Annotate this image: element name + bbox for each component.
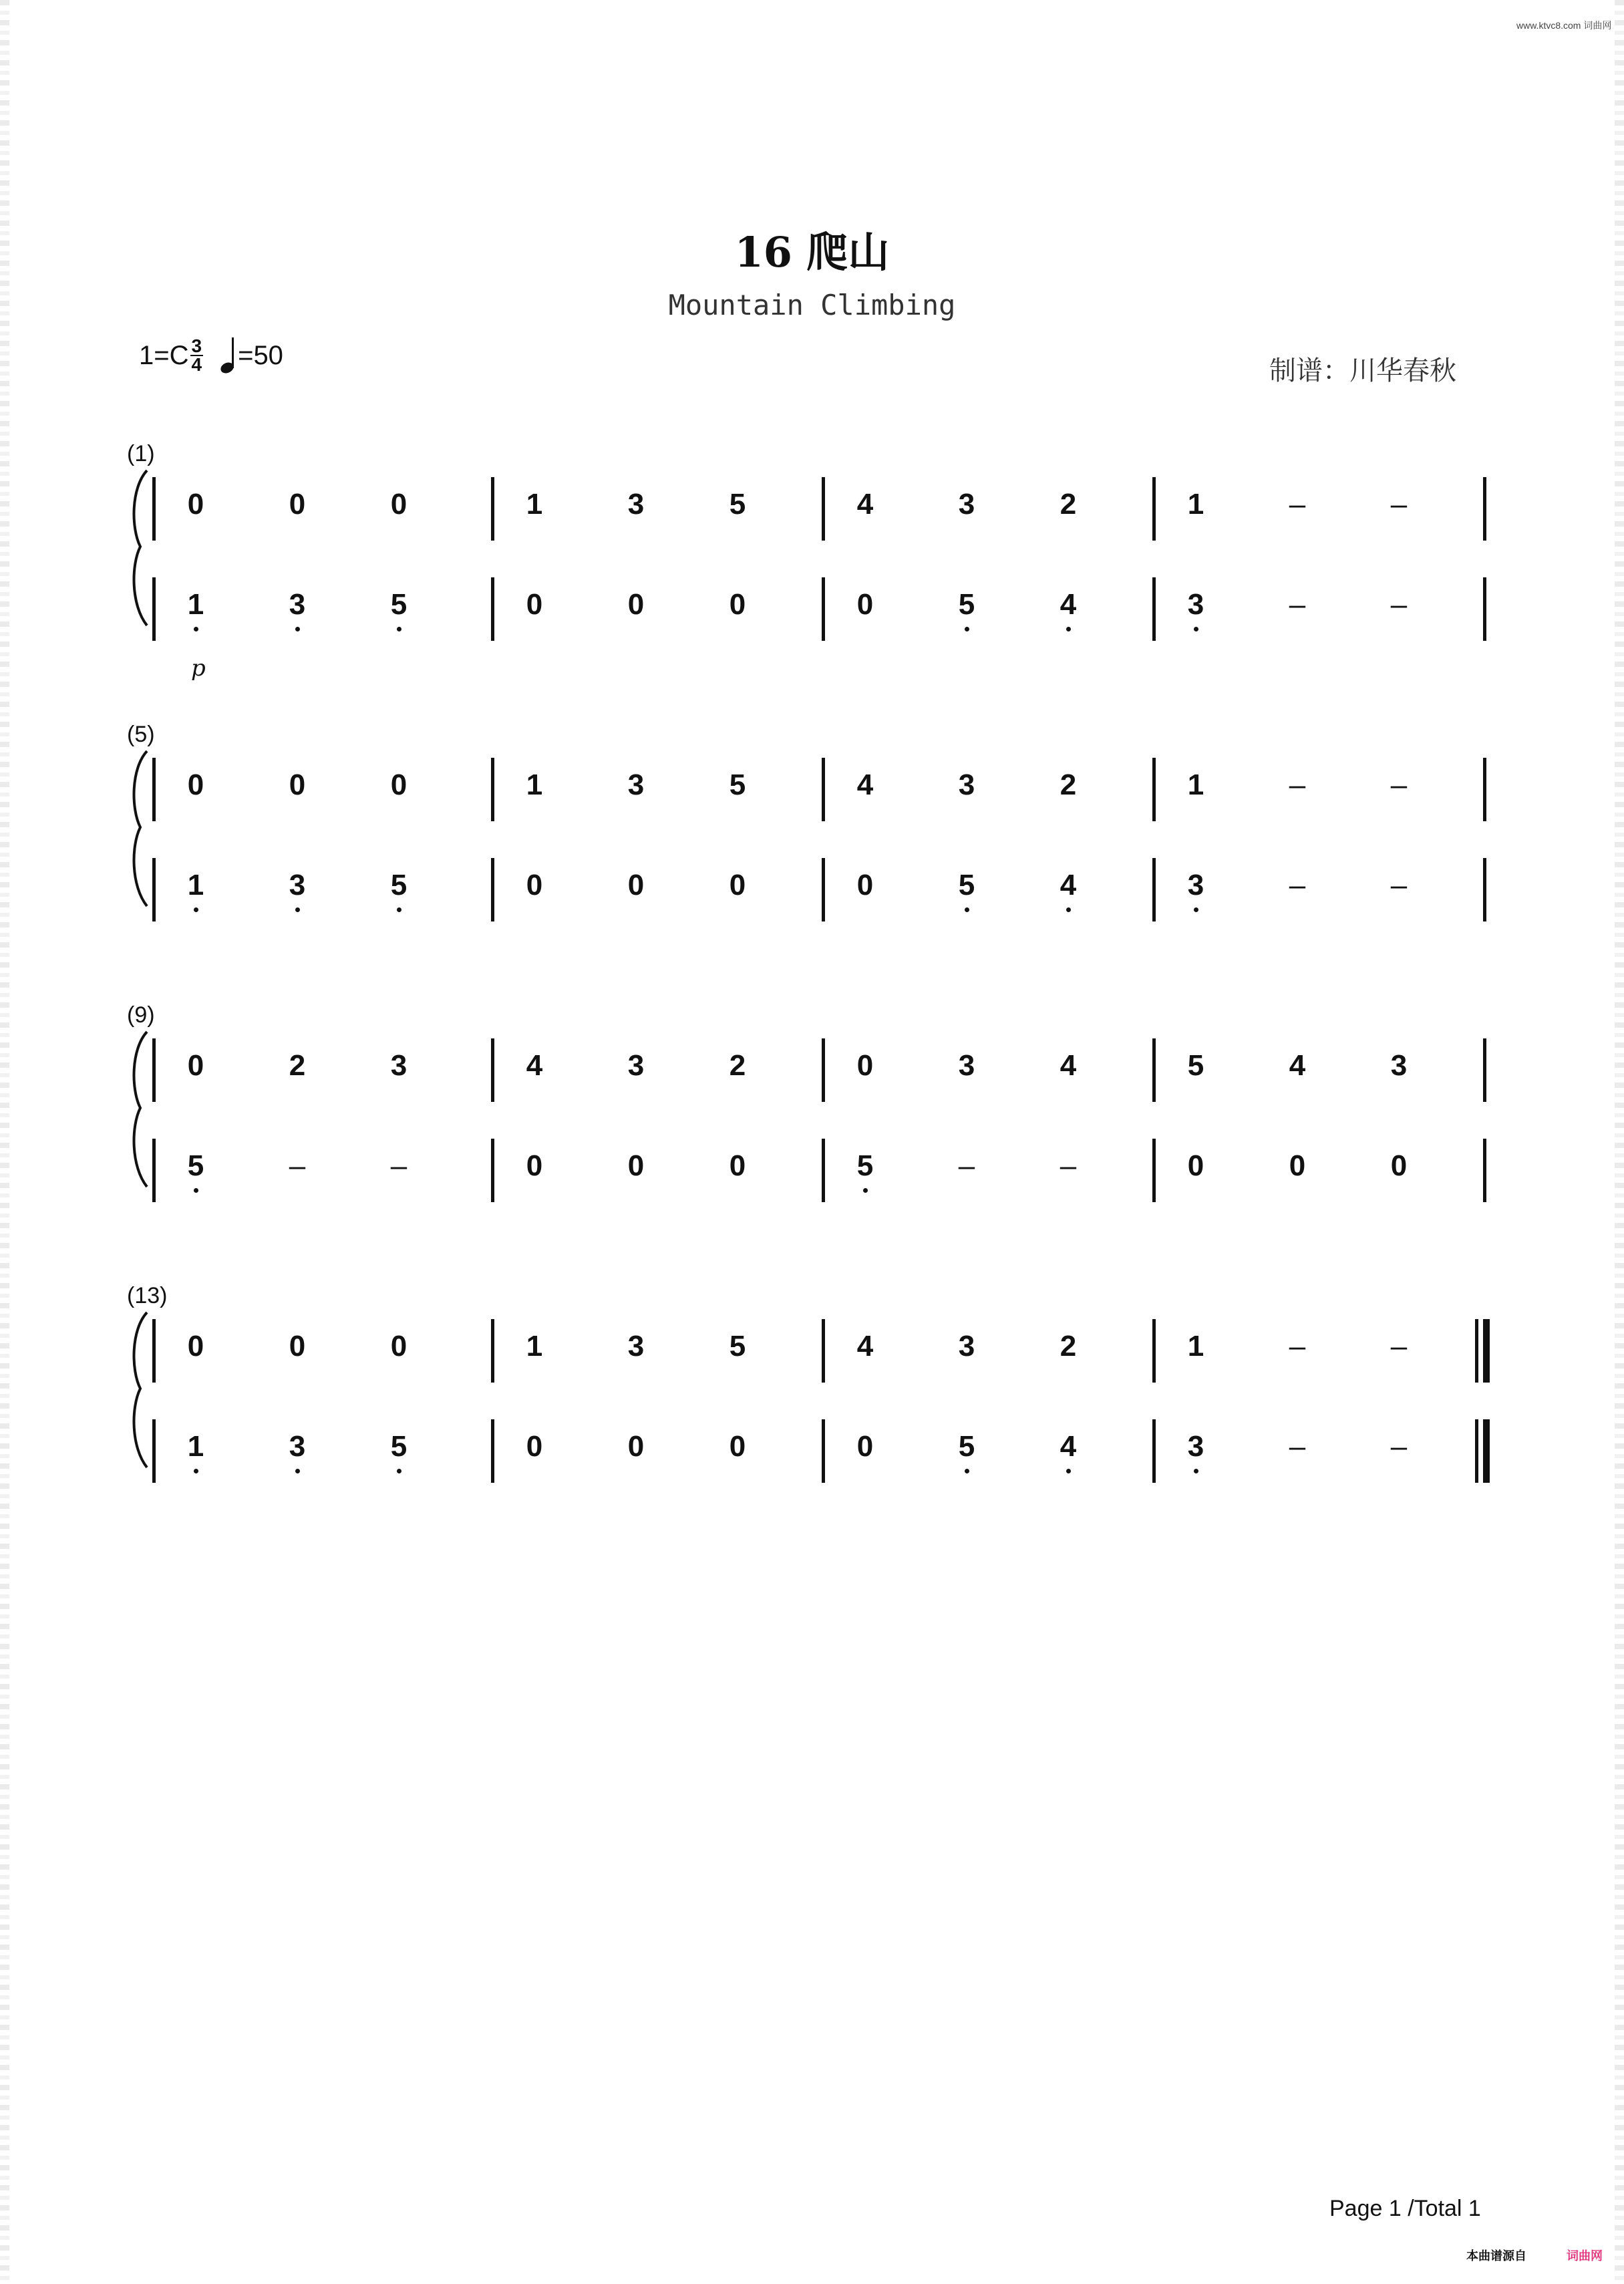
upper-staff-note: 3 <box>390 1049 408 1082</box>
time-signature-top: 3 <box>191 335 202 356</box>
lower-staff-note: – <box>1289 588 1306 621</box>
lower-staff-note: – <box>1390 869 1408 901</box>
lower-staff-note: 0 <box>856 1430 874 1463</box>
lower-staff-note: 0 <box>729 1149 746 1182</box>
barline <box>491 758 494 821</box>
lower-staff-note: 5 <box>845 1149 885 1183</box>
upper-staff-note: 1 <box>1187 488 1204 521</box>
upper-staff-note: – <box>1289 1330 1306 1363</box>
barline <box>491 1038 494 1102</box>
dynamic-marking: p <box>191 655 206 682</box>
lower-staff-note: – <box>1390 1430 1408 1463</box>
lower-staff-note: 5 <box>947 588 987 621</box>
lower-staff-note: 1 <box>176 869 216 902</box>
measure-number: (9) <box>127 1002 155 1028</box>
barline <box>491 1139 494 1202</box>
measure-number: (13) <box>127 1283 168 1308</box>
final-barline-thin <box>1475 1319 1478 1383</box>
upper-staff-note: 4 <box>1060 1049 1077 1082</box>
lower-staff-note: 5 <box>379 1430 419 1463</box>
barline <box>1483 858 1486 921</box>
final-barline-thin <box>1475 1419 1478 1483</box>
measure-number: (1) <box>127 441 155 466</box>
upper-staff-note: 3 <box>958 488 975 521</box>
upper-staff-note: 5 <box>729 1330 746 1363</box>
upper-staff-note: 1 <box>526 768 543 801</box>
barline <box>1483 1038 1486 1102</box>
system-start-barline <box>152 858 156 921</box>
upper-staff-note: 3 <box>958 768 975 801</box>
upper-staff-note: 2 <box>1060 1330 1077 1363</box>
upper-staff-note: 5 <box>729 488 746 521</box>
upper-staff-note: 0 <box>187 1049 204 1082</box>
footer-source-note: 本曲谱源自 <box>1466 2249 1526 2263</box>
lower-staff-note: – <box>1060 1149 1077 1182</box>
upper-staff-note: 2 <box>289 1049 306 1082</box>
final-barline-thick <box>1483 1319 1490 1383</box>
upper-staff-note: 3 <box>627 1049 645 1082</box>
tempo-value: =50 <box>238 340 283 370</box>
page-number: Page 1 /Total 1 <box>1329 2196 1481 2221</box>
lower-staff-note: 4 <box>1048 588 1088 621</box>
upper-staff-note: 2 <box>729 1049 746 1082</box>
upper-staff-note: 3 <box>627 1330 645 1363</box>
barline <box>1152 1419 1156 1483</box>
upper-staff-note: 0 <box>289 1330 306 1363</box>
lower-staff-note: 0 <box>526 588 543 621</box>
lower-staff-note: 5 <box>379 869 419 902</box>
barline <box>1152 477 1156 541</box>
upper-staff-note: 0 <box>856 1049 874 1082</box>
lower-staff-note: – <box>958 1149 975 1182</box>
barline <box>491 577 494 641</box>
barline <box>822 858 825 921</box>
barline <box>1152 1319 1156 1383</box>
lower-staff-note: 0 <box>729 869 746 901</box>
upper-staff-note: – <box>1390 768 1408 801</box>
barline <box>822 1319 825 1383</box>
key-signature <box>139 337 283 374</box>
lower-staff-note: – <box>1289 869 1306 901</box>
page-title: 16 爬山 <box>734 228 890 277</box>
upper-staff-note: 2 <box>1060 768 1077 801</box>
lower-staff-note: 3 <box>1176 588 1216 621</box>
barline <box>491 1419 494 1483</box>
barline <box>1152 1139 1156 1202</box>
lower-staff-note: 0 <box>526 1430 543 1463</box>
lower-staff-note: 1 <box>176 1430 216 1463</box>
lower-staff-note: – <box>289 1149 306 1182</box>
time-signature <box>190 337 204 374</box>
barline <box>1483 1139 1486 1202</box>
barline <box>822 1038 825 1102</box>
upper-staff-note: 3 <box>627 488 645 521</box>
lower-staff-note: 0 <box>729 1430 746 1463</box>
measure-number: (5) <box>127 722 155 747</box>
upper-staff-note: 0 <box>390 488 408 521</box>
lower-staff-note: 0 <box>729 588 746 621</box>
quarter-note-icon <box>220 338 235 373</box>
upper-staff-note: 0 <box>390 1330 408 1363</box>
barline <box>1152 758 1156 821</box>
lower-staff-note: 0 <box>627 588 645 621</box>
upper-staff-note: 3 <box>1390 1049 1408 1082</box>
barline <box>822 1139 825 1202</box>
lower-staff-note: 0 <box>627 869 645 901</box>
upper-staff-note: 0 <box>187 768 204 801</box>
upper-staff-note: – <box>1390 488 1408 521</box>
lower-staff-note: 3 <box>277 588 317 621</box>
system-brace <box>127 1029 154 1189</box>
system-brace <box>127 748 154 909</box>
upper-staff-note: 0 <box>289 768 306 801</box>
lower-staff-note: 3 <box>277 869 317 902</box>
upper-staff-note: – <box>1390 1330 1408 1363</box>
barline <box>1483 577 1486 641</box>
lower-staff-note: 4 <box>1048 1430 1088 1463</box>
barline <box>1483 477 1486 541</box>
barline <box>1152 577 1156 641</box>
upper-staff-note: 1 <box>1187 768 1204 801</box>
left-watermark-strip <box>0 0 9 2284</box>
upper-staff-note: – <box>1289 768 1306 801</box>
key-label: 1=C <box>139 340 189 370</box>
barline <box>1152 1038 1156 1102</box>
barline <box>822 1419 825 1483</box>
lower-staff-note: 0 <box>1289 1149 1306 1182</box>
time-signature-bottom: 4 <box>191 354 202 375</box>
lower-staff-note: 5 <box>379 588 419 621</box>
upper-staff-note: 4 <box>856 1330 874 1363</box>
barline <box>822 758 825 821</box>
lower-staff-note: – <box>1289 1430 1306 1463</box>
right-watermark-strip <box>1615 0 1624 2284</box>
upper-staff-note: 1 <box>1187 1330 1204 1363</box>
upper-staff-note: 3 <box>627 768 645 801</box>
lower-staff-note: 5 <box>176 1149 216 1183</box>
upper-staff-note: 4 <box>856 488 874 521</box>
upper-staff-note: 3 <box>958 1330 975 1363</box>
lower-staff-note: 3 <box>1176 869 1216 902</box>
upper-staff-note: 4 <box>526 1049 543 1082</box>
barline <box>1152 858 1156 921</box>
barline <box>491 1319 494 1383</box>
lower-staff-note: 0 <box>627 1430 645 1463</box>
barline <box>1483 758 1486 821</box>
upper-staff-note: – <box>1289 488 1306 521</box>
lower-staff-note: 0 <box>856 869 874 901</box>
system-brace <box>127 468 154 628</box>
lower-staff-note: – <box>390 1149 408 1182</box>
lower-staff-note: 0 <box>856 588 874 621</box>
system-start-barline <box>152 1419 156 1483</box>
lower-staff-note: 5 <box>947 869 987 902</box>
barline <box>491 477 494 541</box>
final-barline-thick <box>1483 1419 1490 1483</box>
upper-staff-note: 4 <box>856 768 874 801</box>
lower-staff-note: – <box>1390 588 1408 621</box>
system-start-barline <box>152 1319 156 1383</box>
upper-staff-note: 1 <box>526 488 543 521</box>
lower-staff-note: 0 <box>627 1149 645 1182</box>
arranger-credit: 制谱：川华春秋 <box>1269 355 1456 386</box>
lower-staff-note: 0 <box>526 1149 543 1182</box>
system-start-barline <box>152 477 156 541</box>
system-start-barline <box>152 577 156 641</box>
upper-staff-note: 3 <box>958 1049 975 1082</box>
barline <box>491 858 494 921</box>
upper-staff-note: 5 <box>729 768 746 801</box>
system-start-barline <box>152 1139 156 1202</box>
barline <box>822 577 825 641</box>
system-start-barline <box>152 758 156 821</box>
upper-staff-note: 0 <box>187 1330 204 1363</box>
lower-staff-note: 0 <box>1187 1149 1204 1182</box>
upper-staff-note: 1 <box>526 1330 543 1363</box>
upper-staff-note: 0 <box>390 768 408 801</box>
system-brace <box>127 1310 154 1470</box>
upper-staff-note: 0 <box>187 488 204 521</box>
page-subtitle: Mountain Climbing <box>668 289 956 321</box>
upper-staff-note: 0 <box>289 488 306 521</box>
barline <box>822 477 825 541</box>
lower-staff-note: 3 <box>1176 1430 1216 1463</box>
lower-staff-note: 3 <box>277 1430 317 1463</box>
lower-staff-note: 0 <box>526 869 543 901</box>
lower-staff-note: 0 <box>1390 1149 1408 1182</box>
lower-staff-note: 1 <box>176 588 216 621</box>
system-start-barline <box>152 1038 156 1102</box>
upper-staff-note: 2 <box>1060 488 1077 521</box>
upper-staff-note: 4 <box>1289 1049 1306 1082</box>
footer-site-logo: 词曲网 <box>1567 2249 1603 2263</box>
lower-staff-note: 4 <box>1048 869 1088 902</box>
lower-staff-note: 5 <box>947 1430 987 1463</box>
upper-staff-note: 5 <box>1187 1049 1204 1082</box>
site-url: www.ktvc8.com 词曲网 <box>1516 20 1612 31</box>
